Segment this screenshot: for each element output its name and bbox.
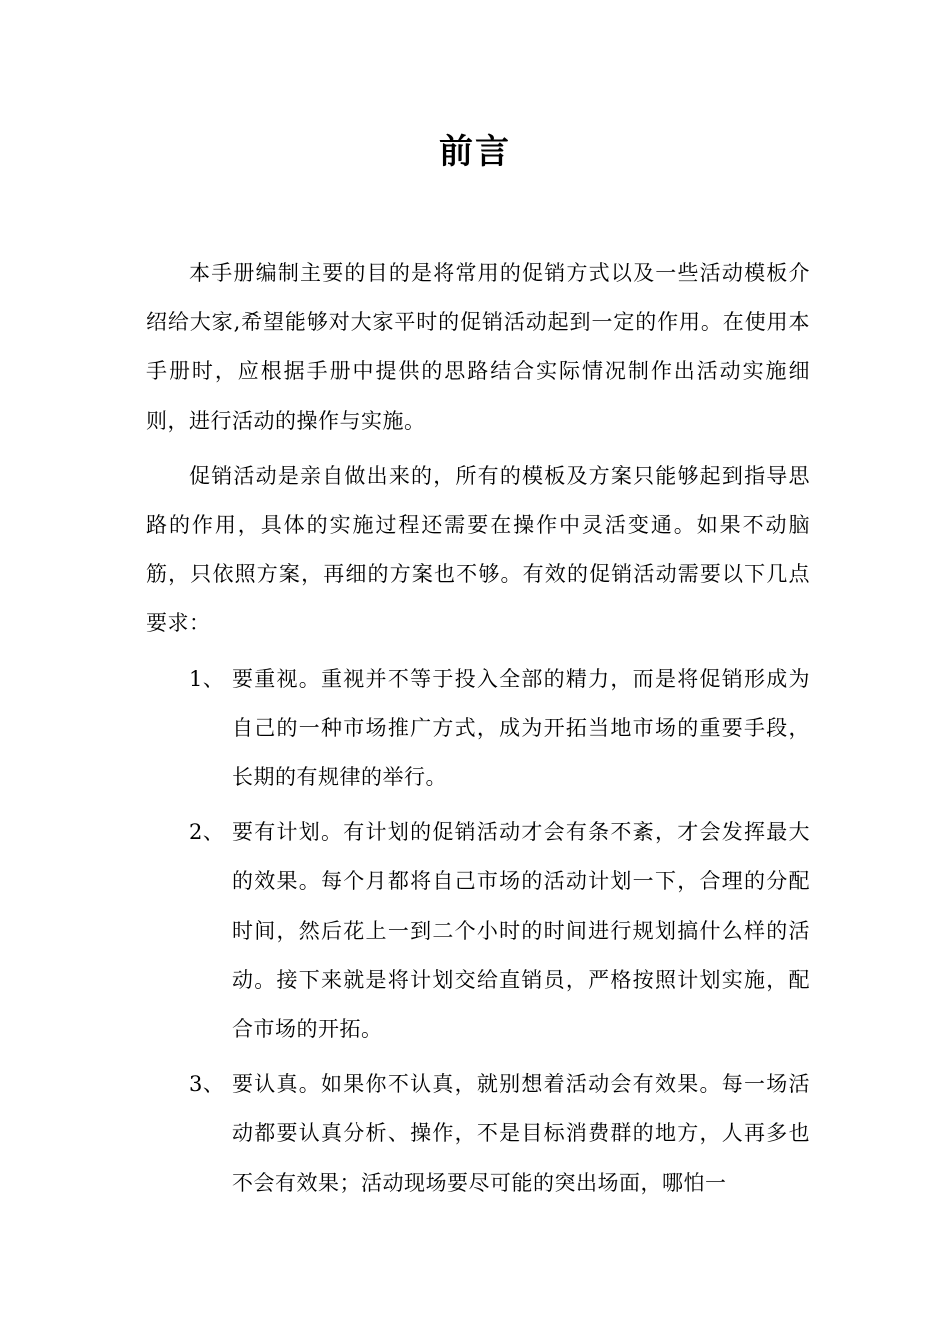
list-item (146, 1060, 810, 1208)
requirements-list (146, 655, 810, 1208)
document-body (146, 249, 810, 1214)
list-item-number: 3、 (189, 1072, 225, 1097)
list-item-number: 1、 (189, 666, 225, 691)
page-title: 前言 (439, 132, 511, 172)
intro-paragraph: 本手册编制主要的目的是将常用的促销方式以及一些活动模板介绍给大家,希望能够对大家平时的促销活动起到一定的作用。在使用本手册时，应根据手册中提供的思路结合实际情况制作出活动实施细则，进行活动的操作与实施。 (146, 261, 810, 433)
list-item-text: 要认真。如果你不认真，就别想着活动会有效果。每一场活动都要认真分析、操作，不是目标消费群的地方，人再多也不会有效果；活动现场要尽可能的突出场面，哪怕一 (232, 1072, 810, 1195)
requirements-paragraph: 促销活动是亲自做出来的，所有的模板及方案只能够起到指导思路的作用，具体的实施过程还需要在操作中灵活变通。如果不动脑筋，只依照方案，再细的方案也不够。有效的促销活动需要以下几点要求： (146, 463, 810, 636)
list-item-number: 2、 (189, 820, 225, 845)
list-item-text: 要重视。重视并不等于投入全部的精力，而是将促销形成为自己的一种市场推广方式，成为开拓当地市场的重要手段，长期的有规律的举行。 (232, 666, 810, 790)
list-item (146, 655, 810, 803)
list-item (146, 808, 810, 1054)
list-item-text: 要有计划。有计划的促销活动才会有条不紊，才会发挥最大的效果。每个月都将自己市场的活动计划一下，合理的分配时间，然后花上一到二个小时的时间进行规划搞什么样的活动。接下来就是将计划交给直销员，严格按照计划实施，配合市场的开拓。 (232, 820, 810, 1042)
